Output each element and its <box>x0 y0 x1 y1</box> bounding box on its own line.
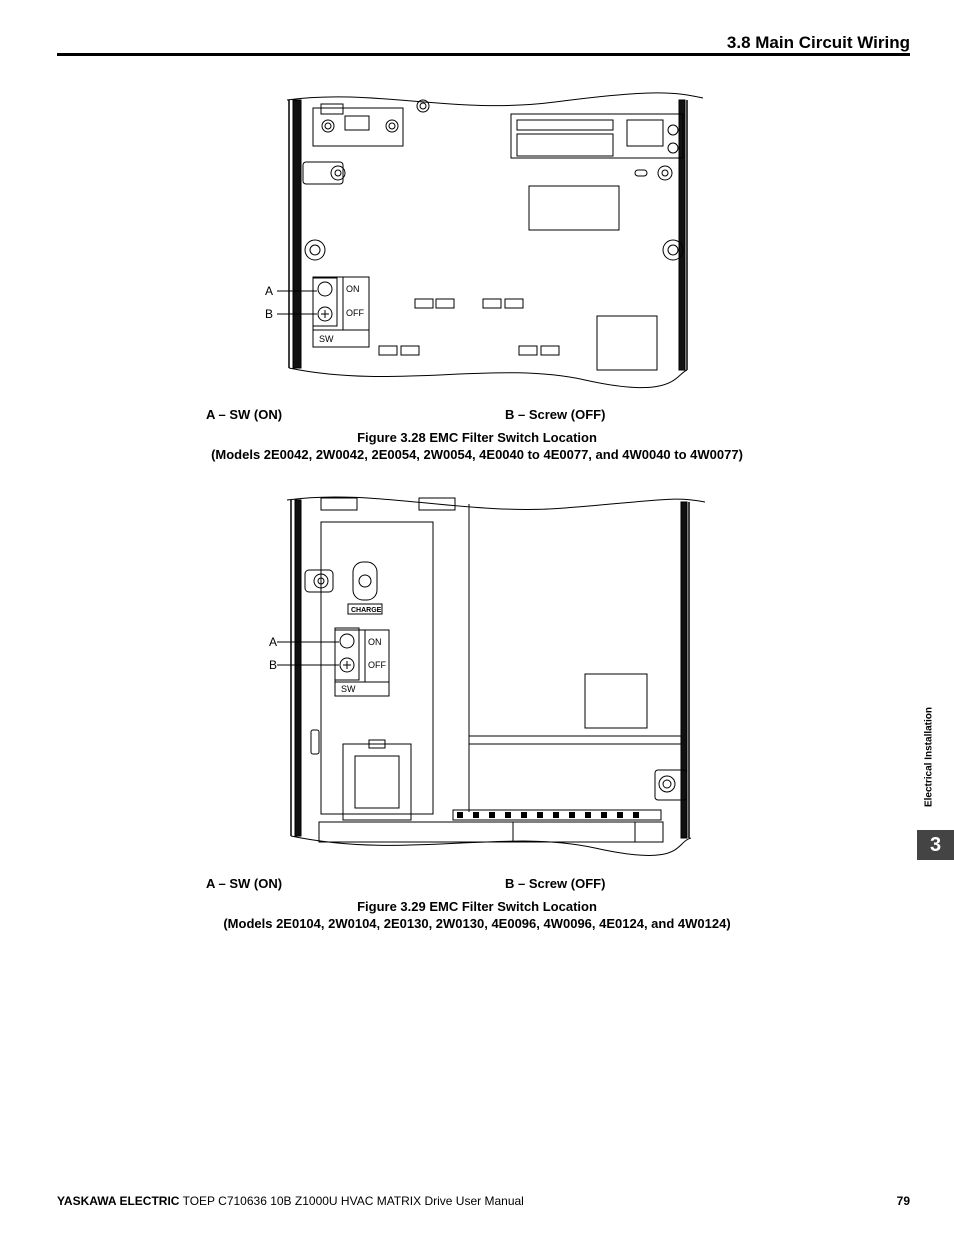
figure-1-caption-models: (Models 2E0042, 2W0042, 2E0054, 2W0054, 4E0040 to 4E0077, and 4W0040 to 4W0077) <box>211 447 743 462</box>
figure-1-legend-b: B – Screw (OFF) <box>505 407 606 422</box>
page-number: 79 <box>896 1194 910 1208</box>
switch-sw-label: SW <box>319 334 334 344</box>
switch-on-label: ON <box>368 637 382 647</box>
figure-2-legend-b: B – Screw (OFF) <box>505 876 606 891</box>
section-title: 3.8 Main Circuit Wiring <box>726 33 910 52</box>
callout-b-label: B <box>265 307 274 321</box>
figure-1-drawing <box>255 90 715 395</box>
header-rule <box>57 53 910 56</box>
callout-b-label: B <box>269 658 278 672</box>
side-tab-section-label: Electrical Installation <box>923 706 935 808</box>
figure-1-legend-a: A – SW (ON) <box>206 407 283 422</box>
callout-a-label: A <box>269 635 278 649</box>
figure-2-drawing <box>255 492 715 862</box>
chapter-number-tab: 3 <box>917 830 954 860</box>
footer-brand: YASKAWA ELECTRIC <box>57 1194 180 1208</box>
footer-document-title <box>57 1194 524 1208</box>
figure-1-caption <box>0 429 954 463</box>
figure-2-caption <box>0 898 954 932</box>
footer-document: TOEP C710636 10B Z1000U HVAC MATRIX Drive User Manual <box>179 1194 524 1208</box>
switch-off-label: OFF <box>368 660 386 670</box>
figure-1-caption-title: Figure 3.28 EMC Filter Switch Location <box>357 430 597 445</box>
callout-a-label: A <box>265 284 274 298</box>
switch-off-label: OFF <box>346 308 364 318</box>
charge-lamp-label: CHARGE <box>351 607 382 614</box>
switch-on-label: ON <box>346 284 360 294</box>
switch-sw-label: SW <box>341 684 356 694</box>
figure-2-caption-title: Figure 3.29 EMC Filter Switch Location <box>357 899 597 914</box>
figure-2-caption-models: (Models 2E0104, 2W0104, 2E0130, 2W0130, 4E0096, 4W0096, 4E0124, and 4W0124) <box>223 916 731 931</box>
figure-2-legend-a: A – SW (ON) <box>206 876 283 891</box>
